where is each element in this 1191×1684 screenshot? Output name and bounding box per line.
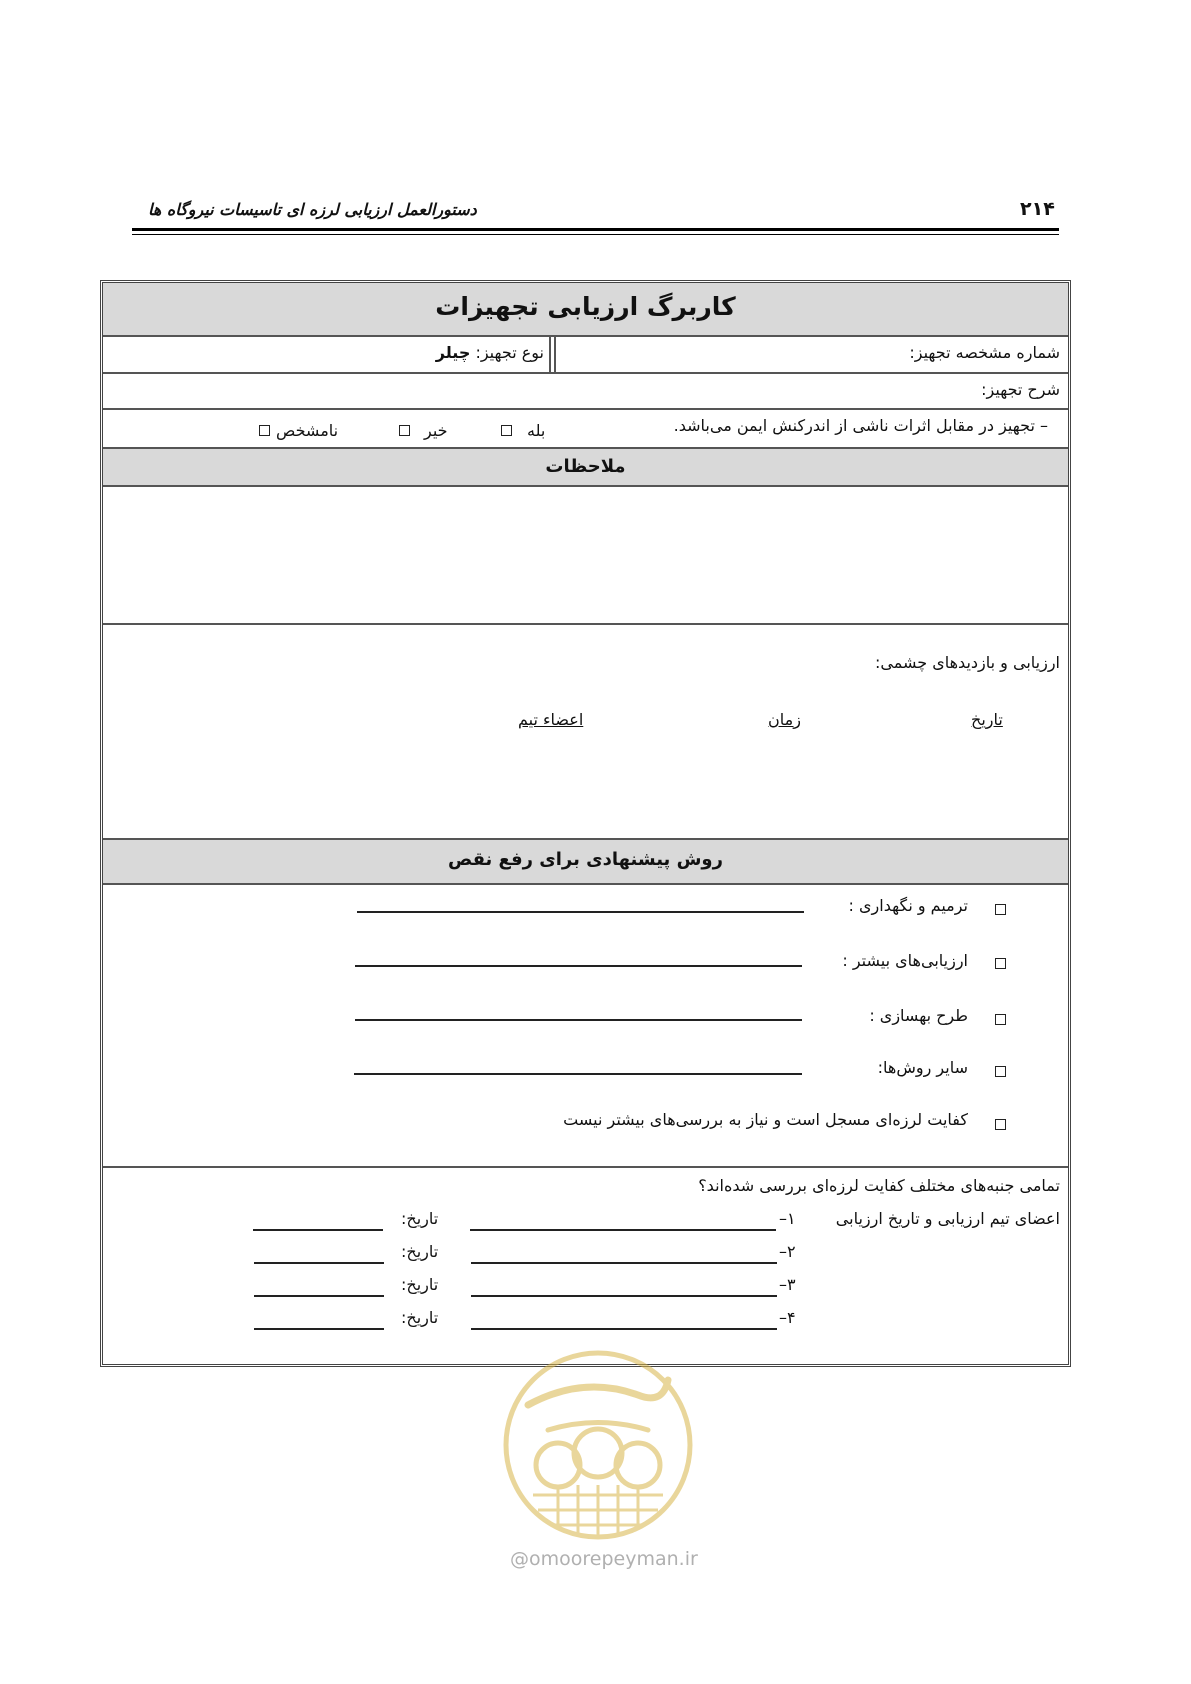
option-yes-checkbox[interactable]: [501, 425, 512, 436]
repair-maintenance-checkbox[interactable]: [995, 904, 1006, 915]
header-rule: [132, 228, 1059, 231]
member-3-line[interactable]: [471, 1295, 777, 1297]
member-3-date-line[interactable]: [254, 1295, 384, 1297]
equipment-id-label: شماره مشخصه تجهیز:: [909, 343, 1060, 362]
col-team: اعضاء تیم: [518, 710, 584, 729]
col-time: زمان: [768, 710, 801, 729]
member-1-line[interactable]: [470, 1229, 776, 1231]
equipment-type-label: نوع تجهیز:: [475, 343, 544, 362]
option-yes-label: بله: [527, 421, 546, 440]
further-evaluation-line[interactable]: [355, 965, 802, 967]
option-unknown-checkbox[interactable]: [259, 425, 270, 436]
equipment-type-field: [436, 343, 544, 362]
member-3-date-label: تاریخ:: [401, 1275, 439, 1294]
retrofit-plan-label: طرح بهسازی :: [869, 1006, 968, 1025]
member-1-date-label: تاریخ:: [401, 1209, 439, 1228]
omoorepeyman-stamp-logo: [488, 1335, 708, 1555]
member-1-date-line[interactable]: [253, 1229, 383, 1231]
col-date: تاریخ: [971, 710, 1003, 729]
watermark-url: @omoorepeyman.ir: [510, 1548, 698, 1570]
adequacy-confirmed-checkbox[interactable]: [995, 1119, 1006, 1130]
repair-maintenance-line[interactable]: [357, 911, 804, 913]
option-no-label: خیر: [424, 421, 448, 440]
member-2-date-line[interactable]: [254, 1262, 384, 1264]
other-methods-checkbox[interactable]: [995, 1066, 1006, 1077]
running-title: دستورالعمل ارزیابی لرزه ای تاسیسات نیروگاه ها: [148, 200, 477, 219]
header-rule-thin: [132, 234, 1059, 235]
member-2-number: ۲–: [779, 1242, 796, 1261]
equipment-type-value: چیلر: [435, 343, 471, 362]
further-evaluation-label: ارزیابی‌های بیشتر :: [842, 951, 968, 970]
member-2-date-label: تاریخ:: [401, 1242, 439, 1261]
member-4-number: ۴–: [779, 1308, 796, 1327]
option-no-checkbox[interactable]: [399, 425, 410, 436]
remedy-title: روش پیشنهادی برای رفع نقص: [448, 849, 723, 870]
equipment-description-label: شرح تجهیز:: [981, 380, 1060, 399]
retrofit-plan-checkbox[interactable]: [995, 1014, 1006, 1025]
member-2-line[interactable]: [471, 1262, 777, 1264]
visual-inspection-label: ارزیابی و بازدیدهای چشمی:: [874, 653, 1060, 672]
repair-maintenance-label: ترمیم و نگهداری :: [848, 896, 968, 915]
all-aspects-question: تمامی جنبه‌های مختلف کفایت لرزه‌ای بررسی شده‌اند؟: [698, 1176, 1060, 1195]
member-3-number: ۳–: [779, 1275, 796, 1294]
member-1-number: ۱–: [779, 1209, 796, 1228]
team-label: اعضای تیم ارزیابی و تاریخ ارزیابی: [835, 1209, 1060, 1228]
remarks-title: ملاحظات: [545, 456, 626, 477]
equipment-evaluation-form: [100, 280, 1071, 1367]
other-methods-line[interactable]: [354, 1073, 802, 1075]
option-unknown-label: نامشخص: [276, 421, 339, 440]
form-title: کاربرگ ارزیابی تجهیزات: [435, 292, 736, 321]
other-methods-label: سایر روش‌ها:: [877, 1058, 968, 1077]
page-number: ۲۱۴: [1020, 198, 1055, 220]
interaction-question: – تجهیز در مقابل اثرات ناشی از اندرکنش ایمن می‌باشد.: [673, 416, 1048, 435]
member-4-date-label: تاریخ:: [401, 1308, 439, 1327]
member-4-line[interactable]: [471, 1328, 777, 1330]
adequacy-confirmed-label: کفایت لرزه‌ای مسجل است و نیاز به بررسی‌های بیشتر نیست: [563, 1110, 968, 1129]
retrofit-plan-line[interactable]: [355, 1019, 802, 1021]
member-4-date-line[interactable]: [254, 1328, 384, 1330]
further-evaluation-checkbox[interactable]: [995, 958, 1006, 969]
